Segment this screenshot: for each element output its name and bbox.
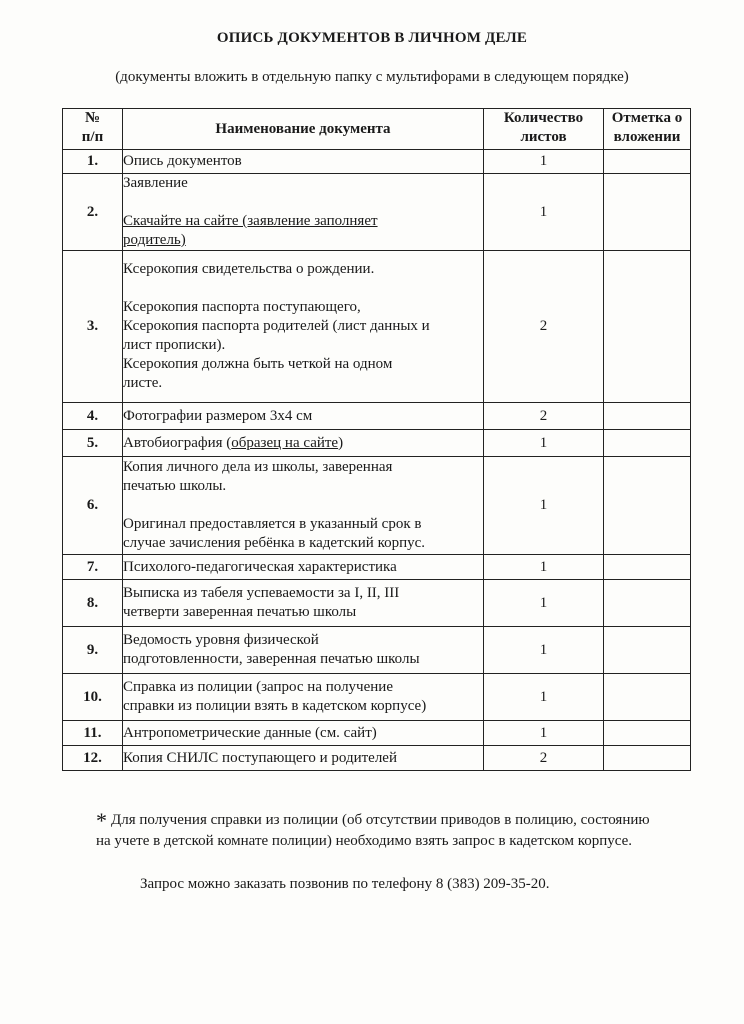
document-name-line bbox=[123, 193, 483, 212]
table-row bbox=[63, 457, 691, 555]
row-number: 7. bbox=[63, 555, 123, 580]
document-name-line: родитель) bbox=[123, 232, 186, 248]
table-row bbox=[63, 555, 691, 580]
sheet-count: 1 bbox=[484, 627, 604, 674]
document-name bbox=[123, 251, 484, 403]
document-name-line: случае зачисления ребёнка в кадетский корпус. bbox=[123, 535, 426, 551]
attachment-mark-cell bbox=[604, 403, 691, 430]
document-name bbox=[123, 580, 484, 627]
document-subtitle: (документы вложить в отдельную папку с мультифорами в следующем порядке) bbox=[115, 69, 629, 85]
attachment-mark-cell bbox=[604, 174, 691, 251]
table-row bbox=[63, 627, 691, 674]
table-header-row bbox=[63, 109, 691, 150]
document-name bbox=[123, 457, 484, 555]
document-title: ОПИСЬ ДОКУМЕНТОВ В ЛИЧНОМ ДЕЛЕ bbox=[216, 30, 528, 46]
document-name bbox=[123, 403, 484, 430]
row-number: 12. bbox=[63, 746, 123, 771]
document-name-line: Ксерокопия паспорта родителей (лист данных и bbox=[123, 318, 430, 334]
document-name bbox=[123, 674, 484, 721]
phone-note: Запрос можно заказать позвонив по телефону 8 (383) 209-35-20. bbox=[140, 876, 550, 892]
sheet-count: 1 bbox=[484, 430, 604, 457]
header-num: № п/п bbox=[63, 109, 123, 150]
row-number: 2. bbox=[63, 174, 123, 251]
sheet-count: 2 bbox=[484, 746, 604, 771]
sheet-count: 1 bbox=[484, 580, 604, 627]
footnote-text: Для получения справки из полиции (об отсутствии приводов в полицию, состоянию на учете в детской комнате полиции) необходимо взять запрос в кадетском корпусе. bbox=[96, 812, 650, 849]
sheet-count: 2 bbox=[484, 251, 604, 403]
document-name-line: Опись документов bbox=[123, 153, 242, 169]
table-row bbox=[63, 403, 691, 430]
table-row bbox=[63, 721, 691, 746]
document-name bbox=[123, 150, 484, 174]
documents-table bbox=[62, 108, 691, 771]
document-name-line: Ксерокопия свидетельства о рождении. bbox=[123, 261, 375, 277]
row-number: 1. bbox=[63, 150, 123, 174]
footnote bbox=[96, 810, 656, 851]
document-name bbox=[123, 721, 484, 746]
document-name bbox=[123, 555, 484, 580]
attachment-mark-cell bbox=[604, 746, 691, 771]
table-row bbox=[63, 430, 691, 457]
document-name-line: четверти заверенная печатью школы bbox=[123, 604, 357, 620]
attachment-mark-cell bbox=[604, 627, 691, 674]
document-name-line: подготовленности, заверенная печатью школы bbox=[123, 651, 420, 667]
attachment-mark-cell bbox=[604, 721, 691, 746]
attachment-mark-cell bbox=[604, 150, 691, 174]
document-name-line: Ксерокопия должна быть четкой на одном bbox=[123, 356, 393, 372]
table-row bbox=[63, 150, 691, 174]
attachment-mark-cell bbox=[604, 580, 691, 627]
document-name bbox=[123, 174, 484, 251]
attachment-mark-cell bbox=[604, 555, 691, 580]
document-name-line: Автобиография (образец на сайте) bbox=[123, 434, 344, 451]
document-name-line: Антропометрические данные (см. сайт) bbox=[123, 724, 377, 741]
sheet-count: 1 bbox=[484, 150, 604, 174]
attachment-mark-cell bbox=[604, 430, 691, 457]
document-name-line: Ведомость уровня физической bbox=[123, 632, 319, 648]
table-row bbox=[63, 674, 691, 721]
row-number: 4. bbox=[63, 403, 123, 430]
table-row bbox=[63, 746, 691, 771]
row-number: 5. bbox=[63, 430, 123, 457]
row-number: 11. bbox=[63, 721, 123, 746]
document-name-line: Ксерокопия паспорта поступающего, bbox=[123, 299, 361, 315]
attachment-mark-cell bbox=[604, 457, 691, 555]
header-mark: Отметка о вложении bbox=[604, 109, 691, 150]
document-name-line bbox=[123, 279, 483, 298]
footnote-star: * bbox=[96, 808, 107, 833]
header-count: Количество листов bbox=[484, 109, 604, 150]
document-name-line: Копия СНИЛС поступающего и родителей bbox=[123, 749, 397, 766]
attachment-mark-cell bbox=[604, 251, 691, 403]
table-row bbox=[63, 174, 691, 251]
row-number: 8. bbox=[63, 580, 123, 627]
document-name-line: справки из полиции взять в кадетском корпусе) bbox=[123, 698, 427, 714]
sheet-count: 1 bbox=[484, 174, 604, 251]
document-name-line: лист прописки). bbox=[123, 337, 226, 353]
document-name-line: Оригинал предоставляется в указанный срок в bbox=[123, 516, 422, 532]
document-name-line: печатью школы. bbox=[123, 478, 227, 494]
document-name-line bbox=[123, 496, 483, 515]
row-number: 9. bbox=[63, 627, 123, 674]
table-row bbox=[63, 580, 691, 627]
document-name-line: Психолого-педагогическая характеристика bbox=[123, 558, 397, 575]
table-row bbox=[63, 251, 691, 403]
row-number: 10. bbox=[63, 674, 123, 721]
attachment-mark-cell bbox=[604, 674, 691, 721]
document-name-line: Справка из полиции (запрос на получение bbox=[123, 679, 393, 695]
sheet-count: 1 bbox=[484, 721, 604, 746]
document-name bbox=[123, 430, 484, 457]
sheet-count: 2 bbox=[484, 403, 604, 430]
header-name: Наименование документа bbox=[123, 109, 484, 150]
sheet-count: 1 bbox=[484, 674, 604, 721]
document-name-line: Заявление bbox=[123, 175, 188, 191]
document-name bbox=[123, 627, 484, 674]
document-name-line: Копия личного дела из школы, заверенная bbox=[123, 459, 393, 475]
document-name-line: Выписка из табеля успеваемости за I, II, III bbox=[123, 585, 400, 601]
document-name-line: Скачайте на сайте (заявление заполняет bbox=[123, 213, 378, 229]
row-number: 6. bbox=[63, 457, 123, 555]
document-name-line: Фотографии размером 3х4 см bbox=[123, 407, 313, 424]
sheet-count: 1 bbox=[484, 457, 604, 555]
document-name bbox=[123, 746, 484, 771]
document-name-line: листе. bbox=[123, 375, 163, 391]
row-number: 3. bbox=[63, 251, 123, 403]
sheet-count: 1 bbox=[484, 555, 604, 580]
